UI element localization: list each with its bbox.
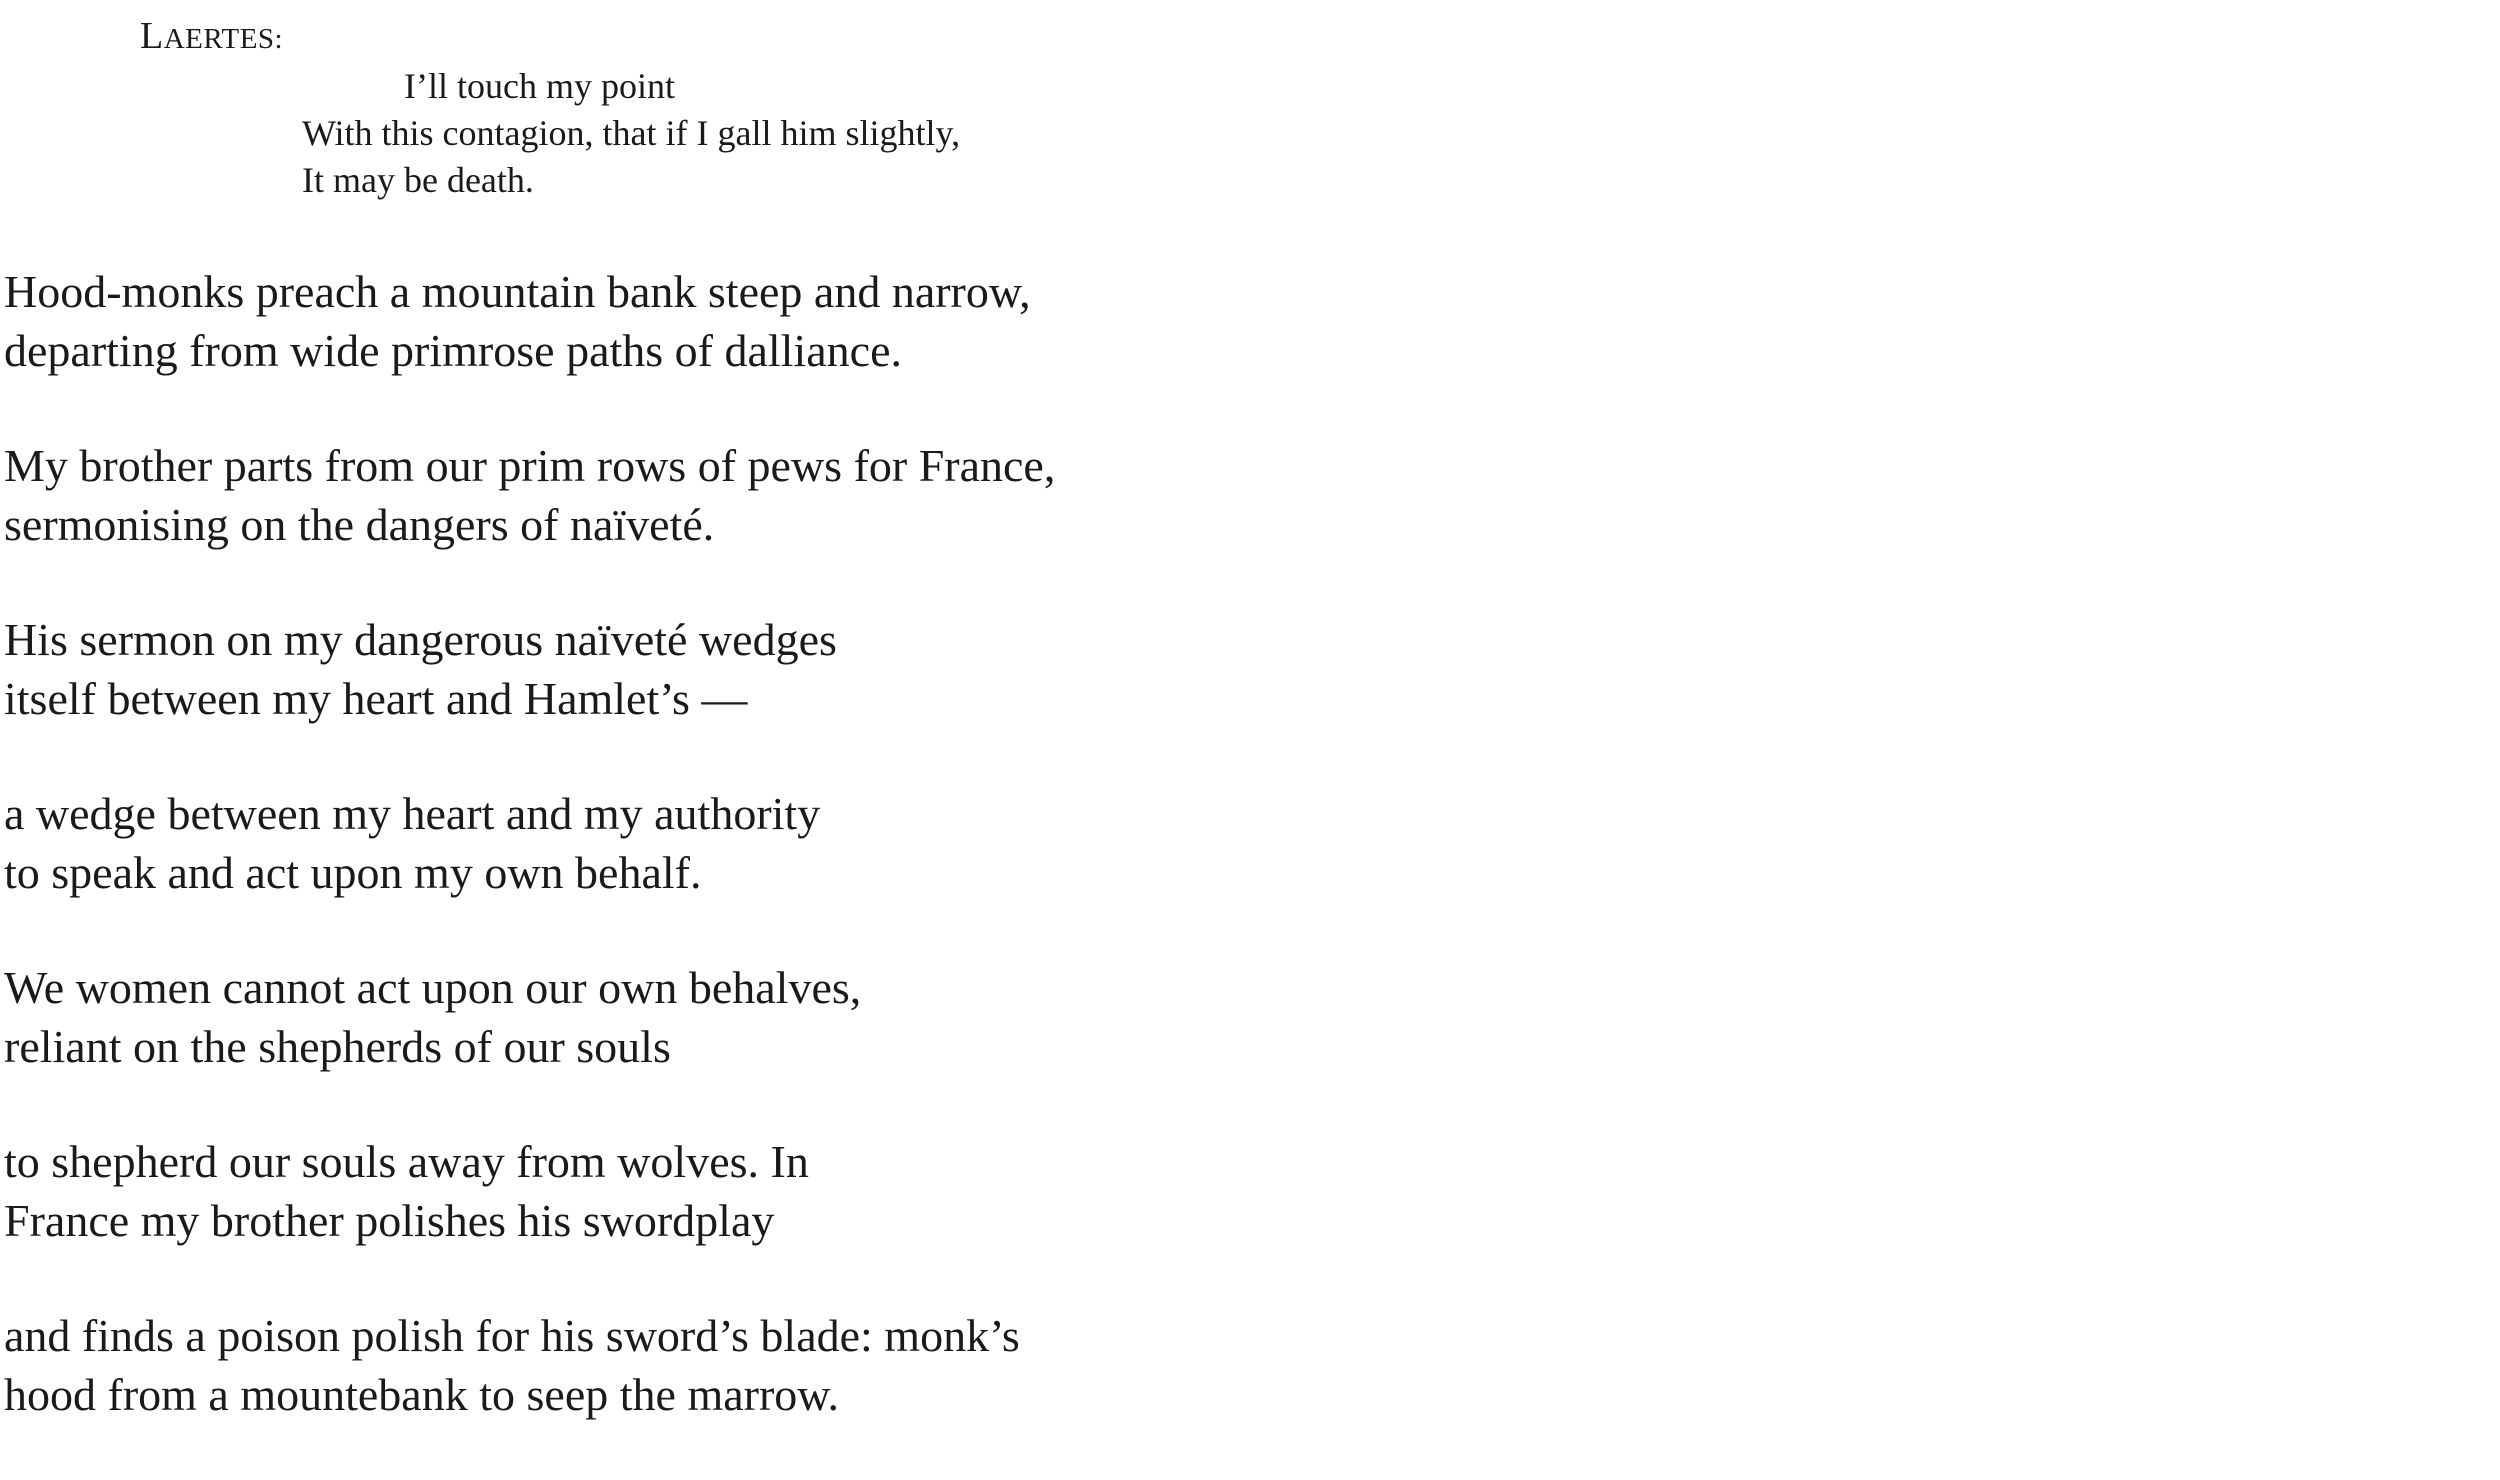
- stanza: [4, 436, 1204, 554]
- epigraph-line: I’ll touch my point: [404, 66, 675, 106]
- stanza: [4, 1306, 1204, 1424]
- stanza: [4, 784, 1204, 902]
- poem-line: hood from a mountebank to seep the marrow.: [4, 1369, 840, 1420]
- epigraph-line: With this contagion, that if I gall him slightly,: [302, 113, 961, 153]
- poem-line: Hood-monks preach a mountain bank steep and narrow,: [4, 266, 1031, 317]
- stanza: [4, 262, 1204, 380]
- poem-body: [4, 262, 1204, 1480]
- poem-line: sermonising on the dangers of naïveté.: [4, 499, 715, 550]
- poem-line: and finds a poison polish for his sword’s blade: monk’s: [4, 1310, 1020, 1361]
- epigraph-line: It may be death.: [302, 160, 534, 200]
- poem-line: to shepherd our souls away from wolves. In: [4, 1136, 809, 1187]
- epigraph-speaker: [140, 14, 283, 61]
- poem-line: His sermon on my dangerous naïveté wedges: [4, 614, 837, 665]
- poem-line: departing from wide primrose paths of dalliance.: [4, 325, 902, 376]
- stanza: [4, 958, 1204, 1076]
- poem-line: My brother parts from our prim rows of pews for France,: [4, 440, 1056, 491]
- stanza: [4, 610, 1204, 728]
- poem-line: reliant on the shepherds of our souls: [4, 1021, 671, 1072]
- poem-line: itself between my heart and Hamlet’s —: [4, 673, 748, 724]
- poem-line: a wedge between my heart and my authority: [4, 788, 821, 839]
- speaker-rest: AERTES:: [163, 23, 284, 55]
- speaker-initial: L: [140, 15, 164, 57]
- poem-line: to speak and act upon my own behalf.: [4, 847, 702, 898]
- poem-line: We women cannot act upon our own behalves,: [4, 962, 862, 1013]
- poem-line: France my brother polishes his swordplay: [4, 1195, 775, 1246]
- stanza: [4, 1132, 1204, 1250]
